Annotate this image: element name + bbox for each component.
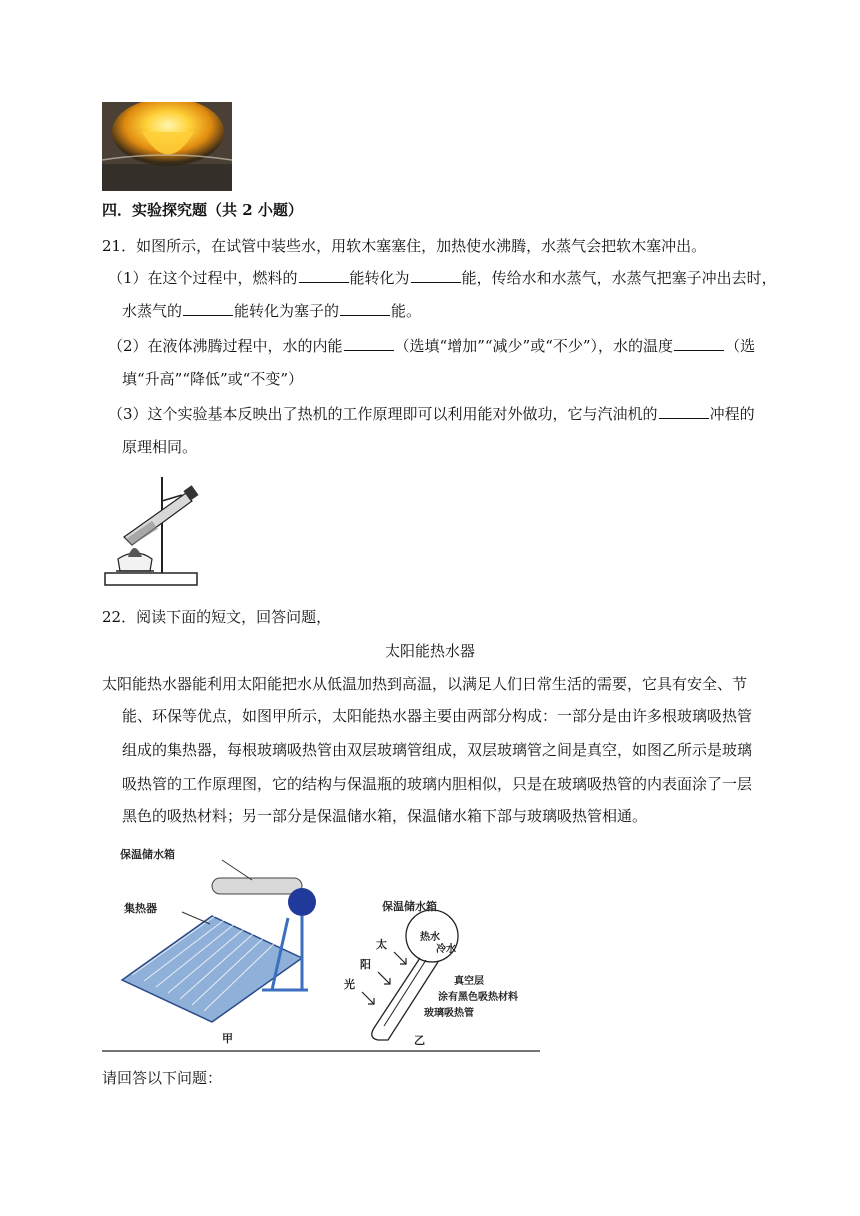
article-line: 太阳能热水器能利用太阳能把水从低温加热到高温，以满足人们日常生活的需要，它具有安全、节: [102, 675, 748, 693]
solar-water-heater-figure: [102, 840, 542, 1052]
label-sun-2: 阳: [360, 958, 371, 971]
label-cold-water: 冷水: [436, 944, 456, 955]
label-sun-1: 太: [376, 938, 387, 951]
q21-part3-line2: 原理相同。: [122, 438, 198, 456]
q21-part1-line2: 水蒸气的 能转化为塞子的 能。: [122, 302, 422, 320]
article-title: 太阳能热水器: [384, 642, 475, 660]
label-sun-3: 光: [344, 978, 355, 991]
answer-blank[interactable]: [674, 336, 724, 351]
answer-blank[interactable]: [299, 268, 349, 283]
article-line: 吸热管的工作原理图，它的结构与保温瓶的玻璃内胆相似，只是在玻璃吸热管的内表面涂了一层: [122, 775, 753, 793]
answer-blank[interactable]: [183, 301, 233, 316]
q22-followup: 请回答以下问题：: [102, 1069, 223, 1087]
furnace-photo: [102, 102, 232, 191]
q21-stem: 21．如图所示，在试管中装些水，用软木塞塞住，加热使水沸腾，水蒸气会把软木塞冲出。: [102, 237, 707, 255]
q22-stem: 22．阅读下面的短文，回答问题，: [102, 608, 332, 626]
answer-blank[interactable]: [659, 404, 709, 419]
article-line: 黑色的吸热材料；另一部分是保温储水箱，保温储水箱下部与玻璃吸热管相通。: [122, 807, 648, 825]
answer-blank[interactable]: [340, 301, 390, 316]
label-yi: 乙: [414, 1034, 425, 1047]
answer-blank[interactable]: [344, 336, 394, 351]
q21-part3-line1: （3）这个实验基本反映出了热机的工作原理即可以利用能对外做功，它与汽油机的 冲程的: [108, 405, 755, 423]
label-jia: 甲: [222, 1032, 233, 1045]
label-coating: 涂有黑色吸热材料: [438, 992, 518, 1003]
article-line: 能、环保等优点，如图甲所示，太阳能热水器主要由两部分构成：一部分是由许多根玻璃吸热管: [122, 707, 753, 725]
label-vacuum: 真空层: [454, 976, 484, 987]
answer-blank[interactable]: [411, 268, 461, 283]
section-heading: 四．实验探究题（共 2 小题）: [102, 201, 303, 219]
test-tube-apparatus-figure: [102, 473, 202, 589]
label-hot-water: 热水: [420, 932, 440, 943]
label-tank-b: 保温储水箱: [382, 900, 437, 913]
q21-part1-line1: （1）在这个过程中，燃料的 能转化为 能，传给水和水蒸气，水蒸气把塞子冲出去时，: [108, 269, 777, 287]
q21-part2-line1: （2）在液体沸腾过程中，水的内能 （选填“增加”“减少”或“不少”），水的温度 （选: [108, 337, 756, 355]
q21-part2-line2: 填“升高”“降低”或“不变”）: [122, 370, 304, 388]
article-line: 组成的集热器，每根玻璃吸热管由双层玻璃管组成，双层玻璃管之间是真空，如图乙所示是玻璃: [122, 741, 753, 759]
label-tank-a: 保温储水箱: [120, 848, 175, 861]
label-collector: 集热器: [124, 902, 157, 915]
label-tube: 玻璃吸热管: [424, 1008, 474, 1019]
